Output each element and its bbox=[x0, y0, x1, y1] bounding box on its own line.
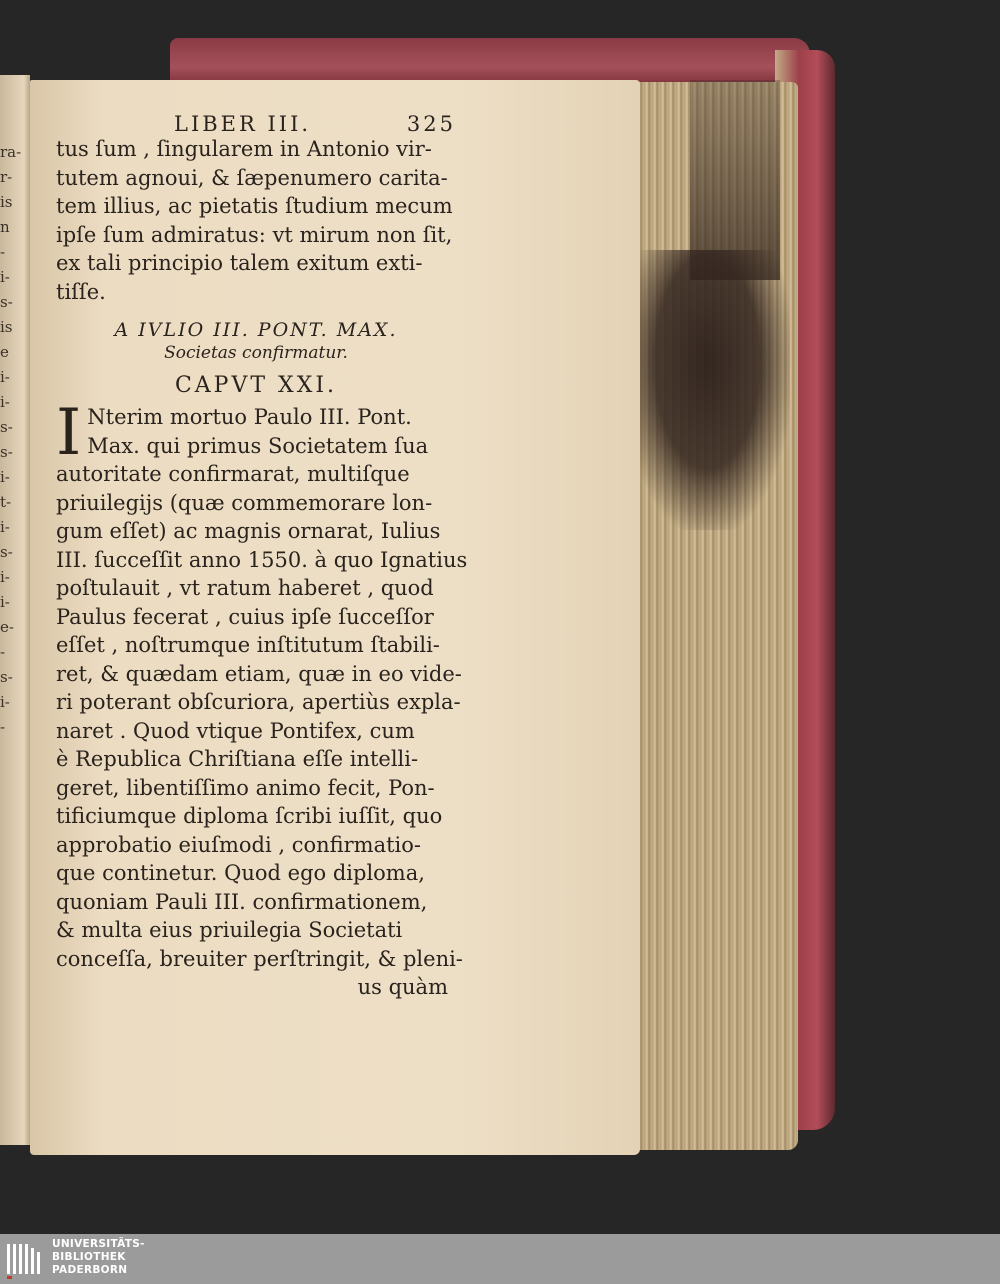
margin-fragment: i- bbox=[0, 518, 10, 536]
margin-fragment: i- bbox=[0, 393, 10, 411]
text-line: III. ſucceſſit anno 1550. à quo Ignatius bbox=[56, 547, 468, 572]
library-logo-icon bbox=[4, 1238, 46, 1280]
catchword-line: us quàm bbox=[357, 975, 448, 999]
library-name-line: BIBLIOTHEK bbox=[52, 1251, 126, 1263]
page-text bbox=[56, 112, 468, 1003]
text-line: quoniam Pauli III. confirmationem, bbox=[56, 889, 428, 914]
text-line: ret, & quædam etiam, quæ in eo vide- bbox=[56, 661, 462, 686]
text-line: Paulus fecerat , cuius ipſe ſucceſſor bbox=[56, 604, 434, 629]
text-line: eſſet , noſtrumque inſtitutum ſtabili- bbox=[56, 633, 440, 657]
text-line: que continetur. Quod ego diploma, bbox=[56, 861, 425, 885]
library-name-line: UNIVERSITÄTS- bbox=[52, 1238, 145, 1250]
text-line: priuilegijs (quæ commemorare lon- bbox=[56, 490, 433, 515]
running-head bbox=[56, 112, 456, 136]
margin-fragment: i- bbox=[0, 593, 10, 611]
margin-fragment: ra- bbox=[0, 143, 22, 161]
text-line: tutem agnoui, & ſæpenumero carita- bbox=[56, 165, 448, 190]
margin-fragment: - bbox=[0, 643, 6, 661]
section-subheading: Societas confirmatur. bbox=[164, 343, 348, 363]
drop-cap: I bbox=[56, 396, 82, 470]
text-line: Nterim mortuo Paulo III. Pont. bbox=[87, 405, 412, 429]
margin-fragment: i- bbox=[0, 693, 10, 711]
margin-fragment: t- bbox=[0, 493, 12, 511]
page-number: 325 bbox=[406, 112, 456, 136]
margin-fragment: s- bbox=[0, 668, 13, 686]
margin-fragment: e- bbox=[0, 618, 14, 636]
margin-fragment: i- bbox=[0, 268, 10, 286]
text-line: gum eſſet) ac magnis ornarat, Iulius bbox=[56, 519, 441, 543]
margin-fragment: i- bbox=[0, 368, 10, 386]
chapter-body bbox=[56, 396, 468, 974]
library-footer bbox=[0, 1234, 1000, 1284]
body-top-lines bbox=[56, 136, 456, 307]
margin-fragment: is bbox=[0, 193, 13, 211]
text-line: geret, libentiſſimo animo fecit, Pon- bbox=[56, 775, 435, 800]
margin-fragment: s- bbox=[0, 293, 13, 311]
running-head-title: LIBER III. bbox=[174, 112, 312, 136]
edge-stain bbox=[640, 250, 790, 530]
text-line: ipſe ſum admiratus: vt mirum non ſit, bbox=[56, 222, 453, 247]
margin-fragment: - bbox=[0, 718, 6, 736]
text-line: approbatio eiuſmodi , confirmatio- bbox=[56, 832, 422, 857]
book-cover-top bbox=[170, 38, 810, 86]
margin-fragment: i- bbox=[0, 468, 10, 486]
text-line: naret . Quod vtique Pontifex, cum bbox=[56, 718, 415, 743]
margin-fragment: is bbox=[0, 318, 13, 336]
margin-fragment: r- bbox=[0, 168, 13, 186]
text-line: tiſſe. bbox=[56, 279, 106, 304]
text-line: Max. qui primus Societatem ſua bbox=[87, 433, 429, 458]
text-line: autoritate confirmarat, multiſque bbox=[56, 462, 410, 486]
text-line: & multa eius priuilegia Societati bbox=[56, 918, 403, 942]
margin-fragment: s- bbox=[0, 418, 13, 436]
margin-fragment: s- bbox=[0, 443, 13, 461]
text-line: poſtulauit , vt ratum haberet , quod bbox=[56, 576, 434, 600]
text-line: ex tali principio talem exitum exti- bbox=[56, 251, 423, 275]
previous-page-text-fragments bbox=[0, 140, 22, 740]
text-line: conceſſa, breuiter perſtringit, & pleni- bbox=[56, 946, 463, 971]
library-name bbox=[52, 1238, 145, 1277]
text-line: tus ſum , ſingularem in Antonio vir- bbox=[56, 137, 432, 161]
text-line: ri poterant obſcuriora, apertiùs expla- bbox=[56, 690, 461, 714]
margin-fragment: - bbox=[0, 243, 6, 261]
margin-fragment: e bbox=[0, 343, 9, 361]
chapter-lines bbox=[56, 396, 468, 974]
text-line: tificiumque diploma ſcribi iuſſit, quo bbox=[56, 804, 443, 828]
margin-fragment: n bbox=[0, 218, 10, 236]
margin-fragment: i- bbox=[0, 568, 10, 586]
library-name-line: PADERBORN bbox=[52, 1264, 128, 1276]
text-line: tem illius, ac pietatis ſtudium mecum bbox=[56, 194, 453, 218]
section-heading: A IVLIO III. PONT. MAX. bbox=[114, 319, 398, 341]
chapter-heading: CAPVT XXI. bbox=[174, 373, 338, 398]
margin-fragment: s- bbox=[0, 543, 13, 561]
text-line: è Republica Chriſtiana eſſe intelli- bbox=[56, 747, 419, 771]
